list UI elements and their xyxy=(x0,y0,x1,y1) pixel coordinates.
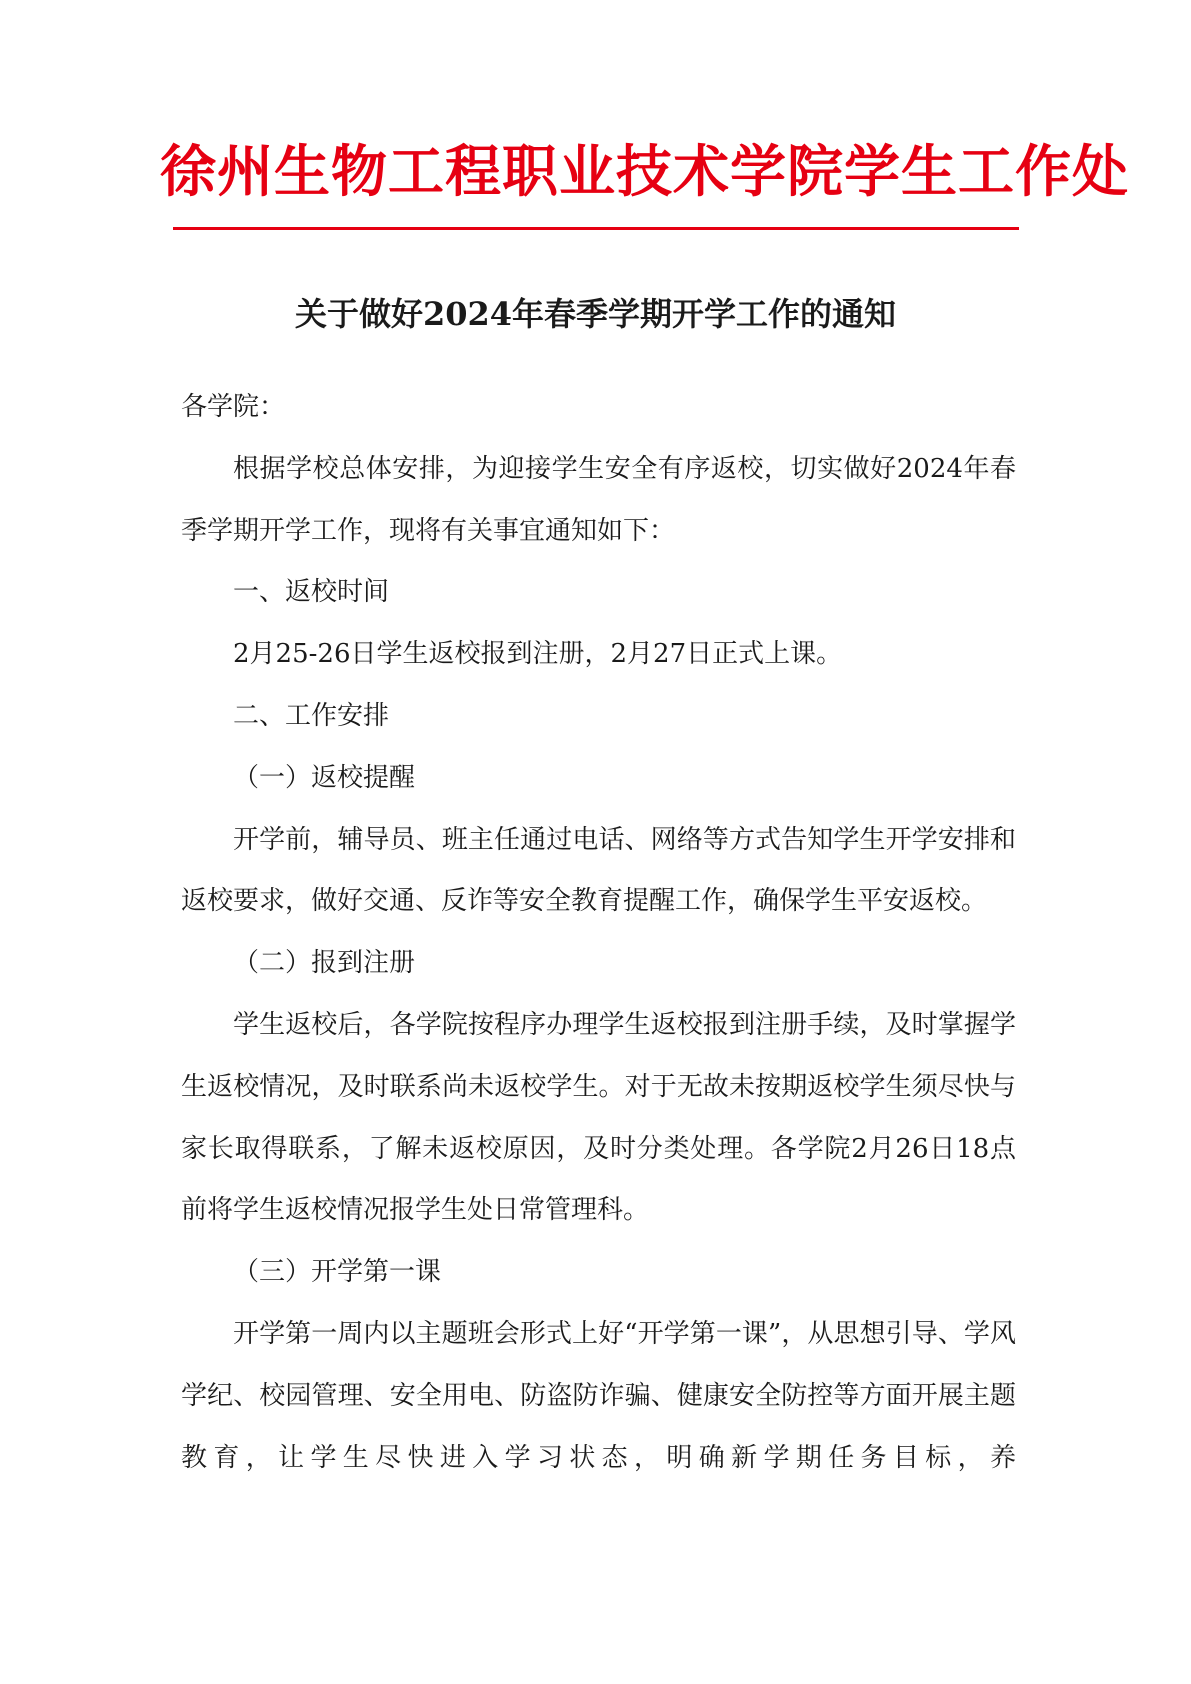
subsection-1-paragraph: 开学前，辅导员、班主任通过电话、网络等方式告知学生开学安排和返校要求，做好交通、反诈等安全教育提醒工作，确保学生平安返校。 xyxy=(181,824,1016,917)
subsection-2-heading: （二）报到注册 xyxy=(233,948,416,979)
subsection-3-heading: （三）开学第一课 xyxy=(233,1257,442,1288)
subsection-2-paragraph: 学生返校后，各学院按程序办理学生返校报到注册手续，及时掌握学生返校情况，及时联系尚未返校学生。对于无故未按期返校学生须尽快与家长取得联系，了解未返校原因，及时分类处理。各学院2月26日18点前将学生返校情况报学生处日常管理科。 xyxy=(181,1009,1016,1226)
subsection-3-paragraph: 开学第一周内以主题班会形式上好“开学第一课”，从思想引导、学风学纪、校园管理、安全用电、防盗防诈骗、健康安全防控等方面开展主题教育，让学生尽快进入学习状态，明确新学期任务目标，养 xyxy=(181,1318,1016,1473)
salutation: 各学院： xyxy=(181,392,286,422)
subsection-1-heading: （一）返校提醒 xyxy=(233,762,416,793)
intro-paragraph: 根据学校总体安排，为迎接学生安全有序返校，切实做好2024年春季学期开学工作，现将有关事宜通知如下： xyxy=(181,453,1016,546)
notice-body xyxy=(181,377,1016,1489)
header-red-rule xyxy=(173,227,1019,230)
notice-title: 关于做好2024年春季学期开学工作的通知 xyxy=(294,295,897,333)
org-header-title: 徐州生物工程职业技术学院学生工作处 xyxy=(160,140,1129,205)
section-1-paragraph: 2月25-26日学生返校报到注册，2月27日正式上课。 xyxy=(233,639,843,670)
section-1-heading: 一、返校时间 xyxy=(233,577,390,608)
section-2-heading: 二、工作安排 xyxy=(233,700,390,731)
